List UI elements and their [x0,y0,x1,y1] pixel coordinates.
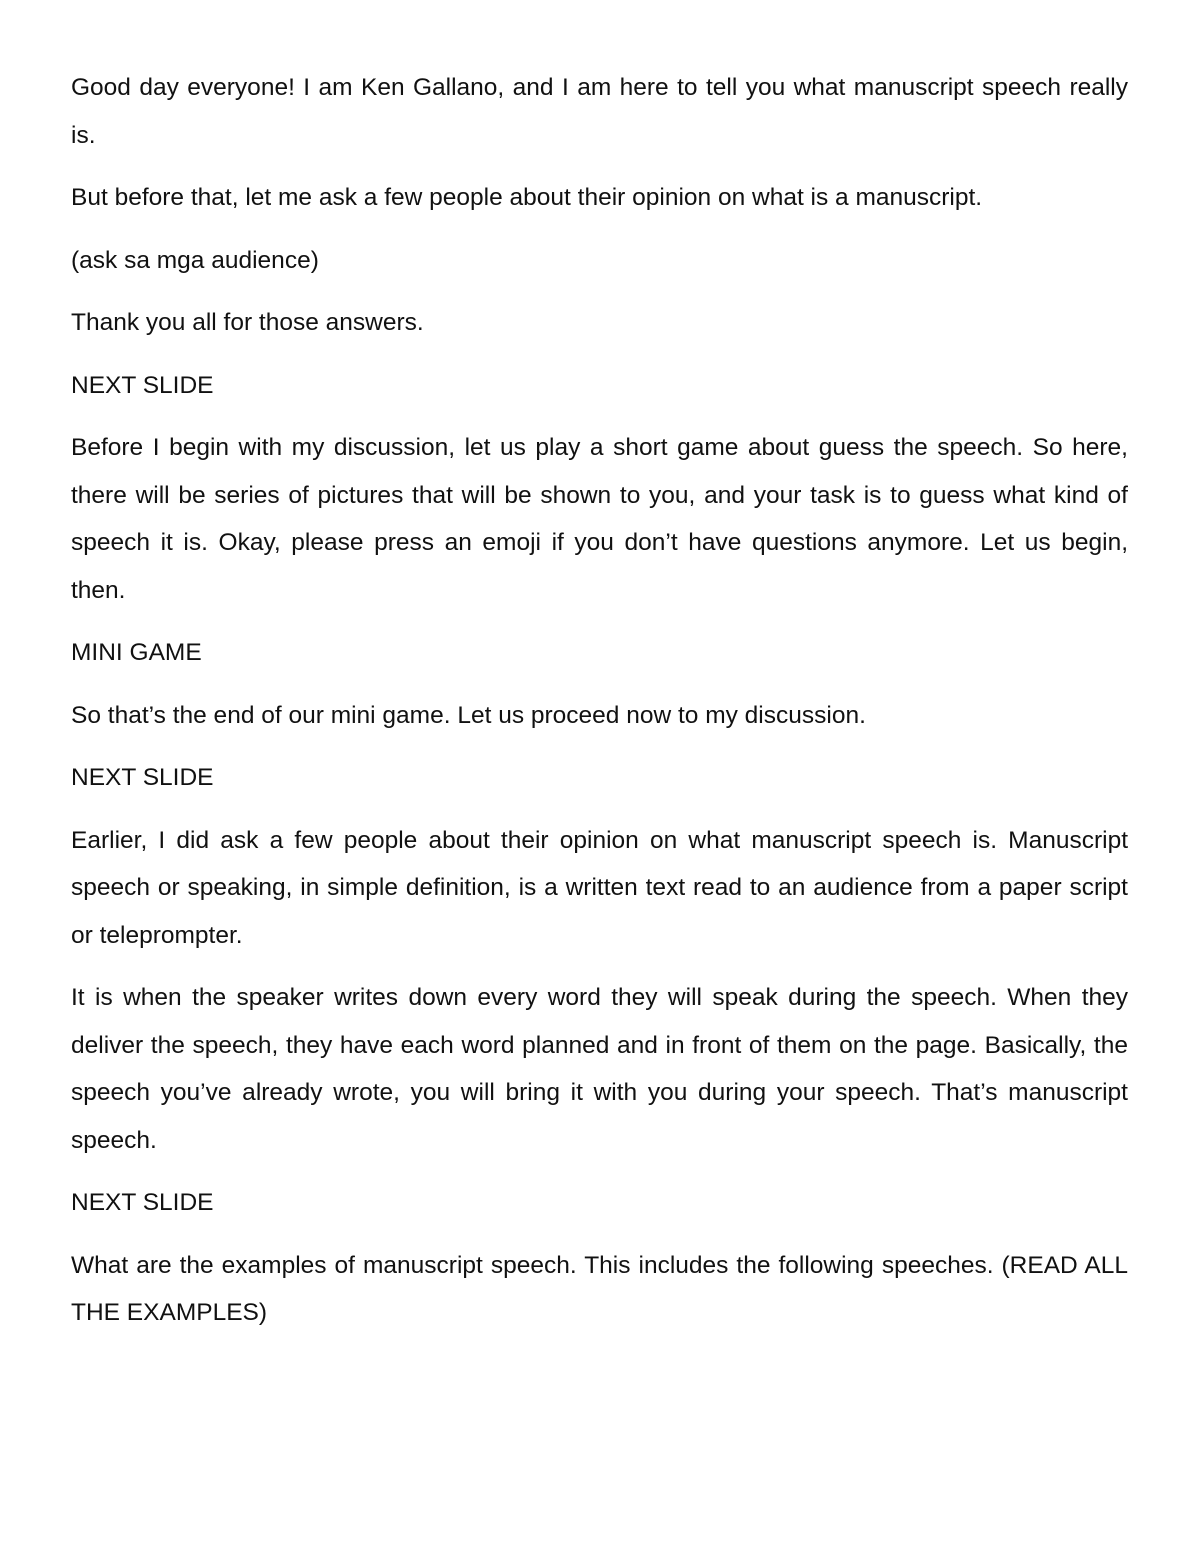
paragraph-intro: Good day everyone! I am Ken Gallano, and I am here to tell you what manuscript speech really is. [71,74,1128,149]
document-page [71,64,1128,1352]
cue-next-slide: NEXT SLIDE [71,371,214,399]
paragraph-game-intro: Before I begin with my discussion, let us play a short game about guess the speech. So here, there will be series of pictures that will be shown to you, and your task is to guess what kind of speech it is. Okay, please press an emoji if you don’t have questions anymore. Let us begin, then. [71,434,1128,604]
paragraph-definition: Earlier, I did ask a few people about their opinion on what manuscript speech is. Manuscript speech or speaking, in simple definition, is a written text read to an audience from a paper script or teleprompter. [71,826,1128,949]
stage-note-ask-audience: (ask sa mga audience) [71,246,319,274]
paragraph-explanation: It is when the speaker writes down every word they will speak during the speech. When they deliver the speech, they have each word planned and in front of them on the page. Basically, the speech you’ve already wrote, you will bring it with you during your speech. That’s manuscript speech. [71,984,1128,1154]
paragraph-game-end: So that’s the end of our mini game. Let us proceed now to my discussion. [71,701,866,729]
paragraph-examples: What are the examples of manuscript speech. This includes the following speeches. (READ ALL THE EXAMPLES) [71,1251,1128,1326]
cue-mini-game: MINI GAME [71,639,202,666]
paragraph-opinion-question: But before that, let me ask a few people about their opinion on what is a manuscript. [71,184,983,211]
paragraph-thanks: Thank you all for those answers. [71,309,424,336]
cue-next-slide: NEXT SLIDE [71,764,214,791]
cue-next-slide: NEXT SLIDE [71,1189,214,1216]
